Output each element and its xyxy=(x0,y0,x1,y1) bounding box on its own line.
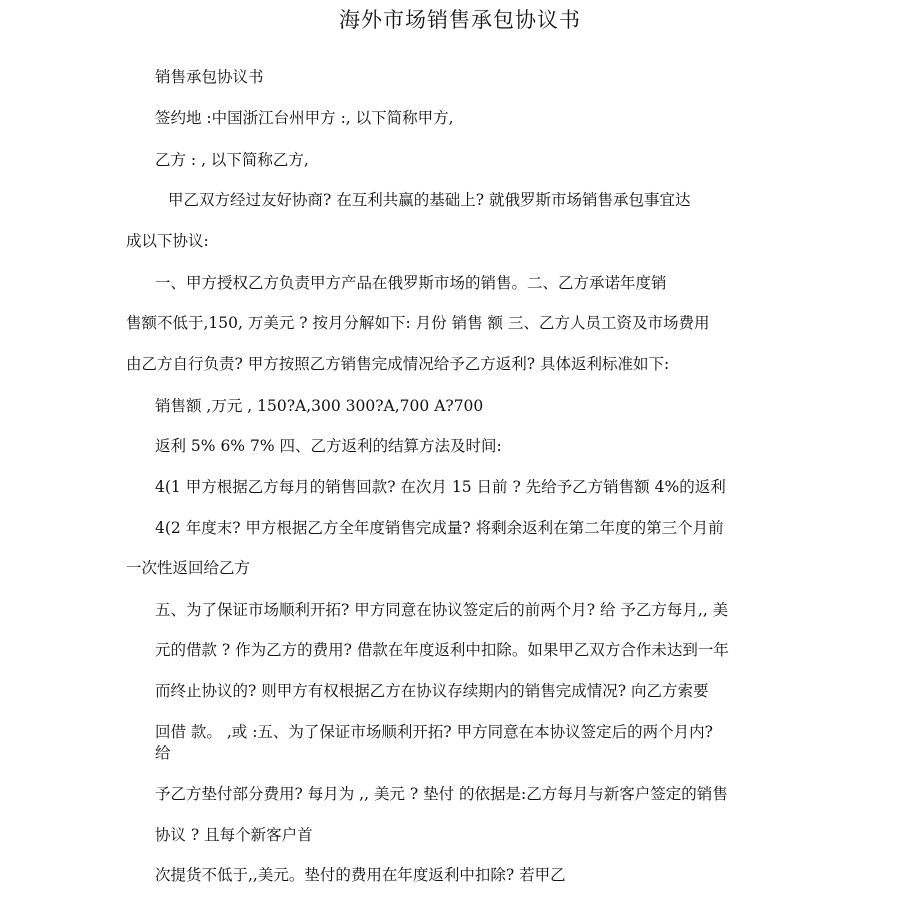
paragraph-line: 售额不低于,150, 万美元 ? 按月分解如下: 月份 销售 额 三、乙方人员工资及市场费用 xyxy=(126,314,710,332)
paragraph-line: 甲乙双方经过友好协商? 在互利共赢的基础上? 就俄罗斯市场销售承包事宜达 xyxy=(168,191,691,209)
paragraph-line: 而终止协议的? 则甲方有权根据乙方在协议存续期内的销售完成情况? 向乙方索要 xyxy=(155,682,709,700)
paragraph-line: 成以下协议: xyxy=(126,232,209,250)
paragraph-line: 销售承包协议书 xyxy=(155,68,264,86)
paragraph-line: 协议 ? 且每个新客户首 xyxy=(155,826,313,844)
paragraph-line: 给 xyxy=(155,744,171,762)
paragraph-line: 4(2 年度末? 甲方根据乙方全年度销售完成量? 将剩余返利在第二年度的第三个月前 xyxy=(155,519,724,537)
paragraph-line: 一次性返回给乙方 xyxy=(126,559,251,577)
paragraph-line: 一、甲方授权乙方负责甲方产品在俄罗斯市场的销售。二、乙方承诺年度销 xyxy=(155,274,667,292)
paragraph-line: 4(1 甲方根据乙方每月的销售回款? 在次月 15 日前 ? 先给予乙方销售额 4%的返利 xyxy=(155,478,726,496)
paragraph-line: 由乙方自行负责? 甲方按照乙方销售完成情况给予乙方返利? 具体返利标准如下: xyxy=(126,355,670,373)
paragraph-line: 返利 5% 6% 7% 四、乙方返利的结算方法及时间: xyxy=(155,437,502,455)
paragraph-line: 乙方 : , 以下简称乙方, xyxy=(155,151,309,169)
paragraph-line: 元的借款 ? 作为乙方的费用? 借款在年度返利中扣除。如果甲乙双方合作未达到一年 xyxy=(155,641,729,659)
document-title: 海外市场销售承包协议书 xyxy=(339,8,581,32)
paragraph-line: 销售额 ,万元 , 150?A,300 300?A,700 A?700 xyxy=(155,397,484,415)
paragraph-line: 次提货不低于,,美元。垫付的费用在年度返利中扣除? 若甲乙 xyxy=(155,866,566,884)
paragraph-line: 五、为了保证市场顺利开拓? 甲方同意在协议签定后的前两个月? 给 予乙方每月,, 美 xyxy=(155,601,729,619)
paragraph-line: 予乙方垫付部分费用? 每月为 ,, 美元 ? 垫付 的依据是:乙方每月与新客户签定的销售 xyxy=(155,785,728,803)
paragraph-line: 签约地 :中国浙江台州甲方 :, 以下简称甲方, xyxy=(155,109,454,127)
paragraph-line: 回借 款。 ,或 :五、为了保证市场顺利开拓? 甲方同意在本协议签定后的两个月内? xyxy=(155,723,713,741)
